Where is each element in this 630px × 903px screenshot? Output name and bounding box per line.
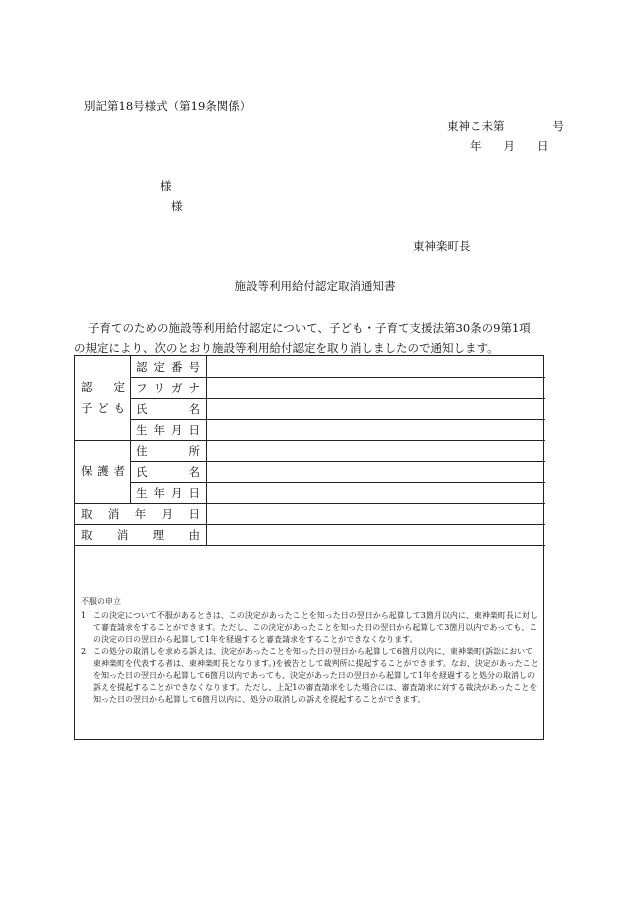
note-number: 2 [81,647,87,656]
reference-suffix: 号 [552,119,564,133]
notice-table [74,355,544,740]
addressee-honorific-2: 様 [171,199,183,213]
value-cancel-date [207,504,544,524]
date-day: 日 [537,139,549,153]
note-text: この処分の取消しを求める訴えは、決定があったことを知った日の翌日から起算して6箇月以内に、東神楽町(訴訟において東神楽町を代表する者は、東神楽町長となります。)を被告として裁判所に提起することができます。なお、決定があったことを知った日の翌日から起算して6箇月以内であっても、決定があった日の翌日から起算して1年を経過すると処分の取消しの訴えを提起することができなくなります。ただし、上記1の審査請求をした場合には、審査請求に対する裁決があったことを知った日の翌日から起算して6箇月以内に、処分の取消しの訴えを提起することができます。 [93,647,539,704]
notes-title: 不服の申立 [81,597,121,606]
document-title: 施設等利用給付認定取消通知書 [234,279,396,293]
column-line [130,356,131,503]
note-item [81,646,541,706]
form-number: 別記第18号様式（第19条関係） [84,99,252,113]
addressee-honorific-1: 様 [160,179,172,193]
row-label-furigana: フ リ ガ ナ [136,380,200,395]
date-year: 年 [470,139,482,153]
issuer-name: 東神楽町長 [413,239,471,253]
row-label-child-name: 氏 名 [136,401,200,416]
note-text: この決定について不服があるときは、この決定があったことを知った日の翌日から起算して3箇月以内に、東神楽町長に対して審査請求をすることができます。ただし、この決定があったことを知った日の翌日から起算して3箇月以内であっても、この決定の日の翌日から起算して1年を経過すると審査請求をすることができなくなります。 [93,611,538,644]
value-guardian-birthdate [207,483,544,503]
row-label-certification-number: 認 定 番 号 [136,359,200,374]
row-label-cancel-reason: 取 消 理 由 [81,527,200,542]
row-label-cancel-date: 取 消 年 月 日 [81,506,200,521]
value-child-birthdate [207,420,544,440]
reference-number [447,118,564,134]
child-group-label-line-1: 認 定 [81,380,125,394]
body-text-line-2: の規定により、次のとおり施設等利用給付認定を取り消しましたので通知します。 [74,341,499,355]
row-label-child-birthdate: 生 年 月 日 [136,422,200,437]
value-address [207,441,544,461]
row-label-guardian-name: 氏 名 [136,464,200,479]
guardian-group-label: 保 護 者 [81,464,125,478]
row-label-guardian-birthdate: 生 年 月 日 [136,485,200,500]
value-certification-number [207,356,544,377]
row-label-address: 住 所 [136,443,200,458]
note-number: 1 [81,611,87,620]
child-group-label-line-2: 子 ど も [81,401,125,415]
row-line [75,545,545,546]
value-child-name [207,399,544,419]
value-cancel-reason [207,525,544,545]
body-text-line-1: 子育てのための施設等利用給付認定について、子ども・子育て支援法第30条の9第1項 [88,321,531,335]
value-guardian-name [207,462,544,482]
issue-date [470,138,549,154]
reference-prefix: 東神こ未第 [447,119,505,133]
objection-notes [81,596,541,706]
date-month: 月 [503,139,515,153]
value-furigana [207,378,544,398]
note-item [81,610,541,646]
